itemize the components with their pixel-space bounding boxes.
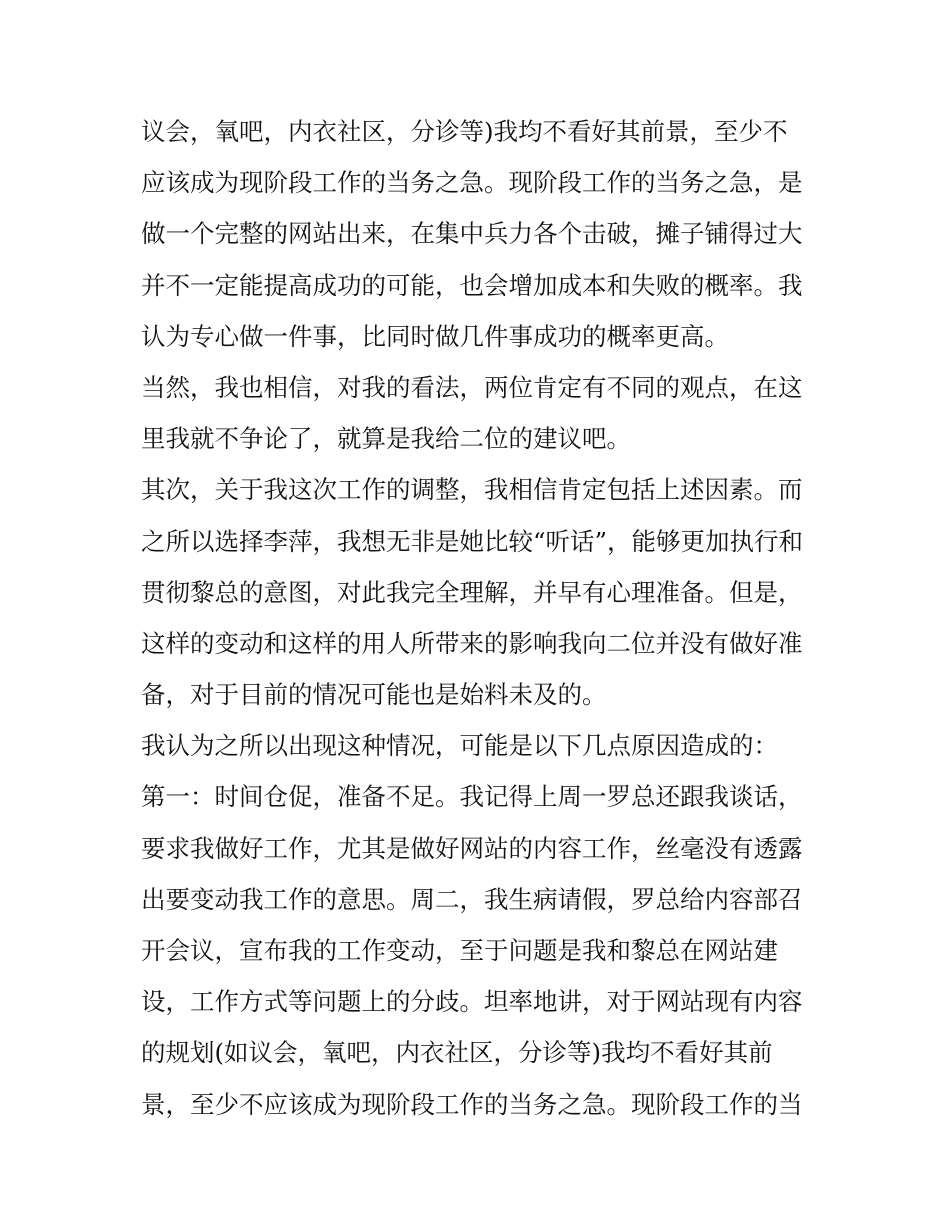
text-line: 这样的变动和这样的用人所带来的影响我向二位并没有做好准 — [141, 628, 803, 658]
text-line: 出要变动我工作的意思。周二，我生病请假，罗总给内容部召 — [141, 884, 803, 914]
text-line: 备，对于目前的情况可能也是始料未及的。 — [141, 680, 607, 710]
text-line: 贯彻黎总的意图，对此我完全理解，并早有心理准备。但是， — [141, 577, 803, 607]
text-line: 并不一定能提高成功的可能，也会增加成本和失败的概率。我 — [141, 270, 803, 300]
text-line: 认为专心做一件事，比同时做几件事成功的概率更高。 — [141, 321, 729, 351]
text-line: 之所以选择李萍，我想无非是她比较“听话”，能够更加执行和 — [141, 526, 804, 556]
text-line: 的规划(如议会，氧吧，内衣社区，分诊等)我均不看好其前 — [141, 1038, 773, 1068]
text-line: 第一：时间仓促，准备不足。我记得上周一罗总还跟我谈话， — [141, 782, 803, 812]
text-line: 其次，关于我这次工作的调整，我相信肯定包括上述因素。而 — [141, 475, 803, 505]
document-body — [141, 106, 821, 1130]
text-line: 设，工作方式等问题上的分歧。坦率地讲，对于网站现有内容 — [141, 987, 803, 1017]
text-line: 景，至少不应该成为现阶段工作的当务之急。现阶段工作的当 — [141, 1089, 803, 1119]
text-line: 做一个完整的网站出来，在集中兵力各个击破，摊子铺得过大 — [141, 219, 803, 249]
text-line: 要求我做好工作，尤其是做好网站的内容工作，丝毫没有透露 — [141, 833, 803, 863]
text-line: 我认为之所以出现这种情况，可能是以下几点原因造成的： — [141, 731, 778, 761]
text-line: 里我就不争论了，就算是我给二位的建议吧。 — [141, 424, 631, 454]
text-line: 议会，氧吧，内衣社区，分诊等)我均不看好其前景，至少不 — [141, 117, 788, 146]
text-line: 当然，我也相信，对我的看法，两位肯定有不同的观点，在这 — [141, 372, 803, 402]
text-line: 应该成为现阶段工作的当务之急。现阶段工作的当务之急，是 — [141, 168, 803, 198]
text-line: 开会议，宣布我的工作变动，至于问题是我和黎总在网站建 — [141, 936, 778, 965]
